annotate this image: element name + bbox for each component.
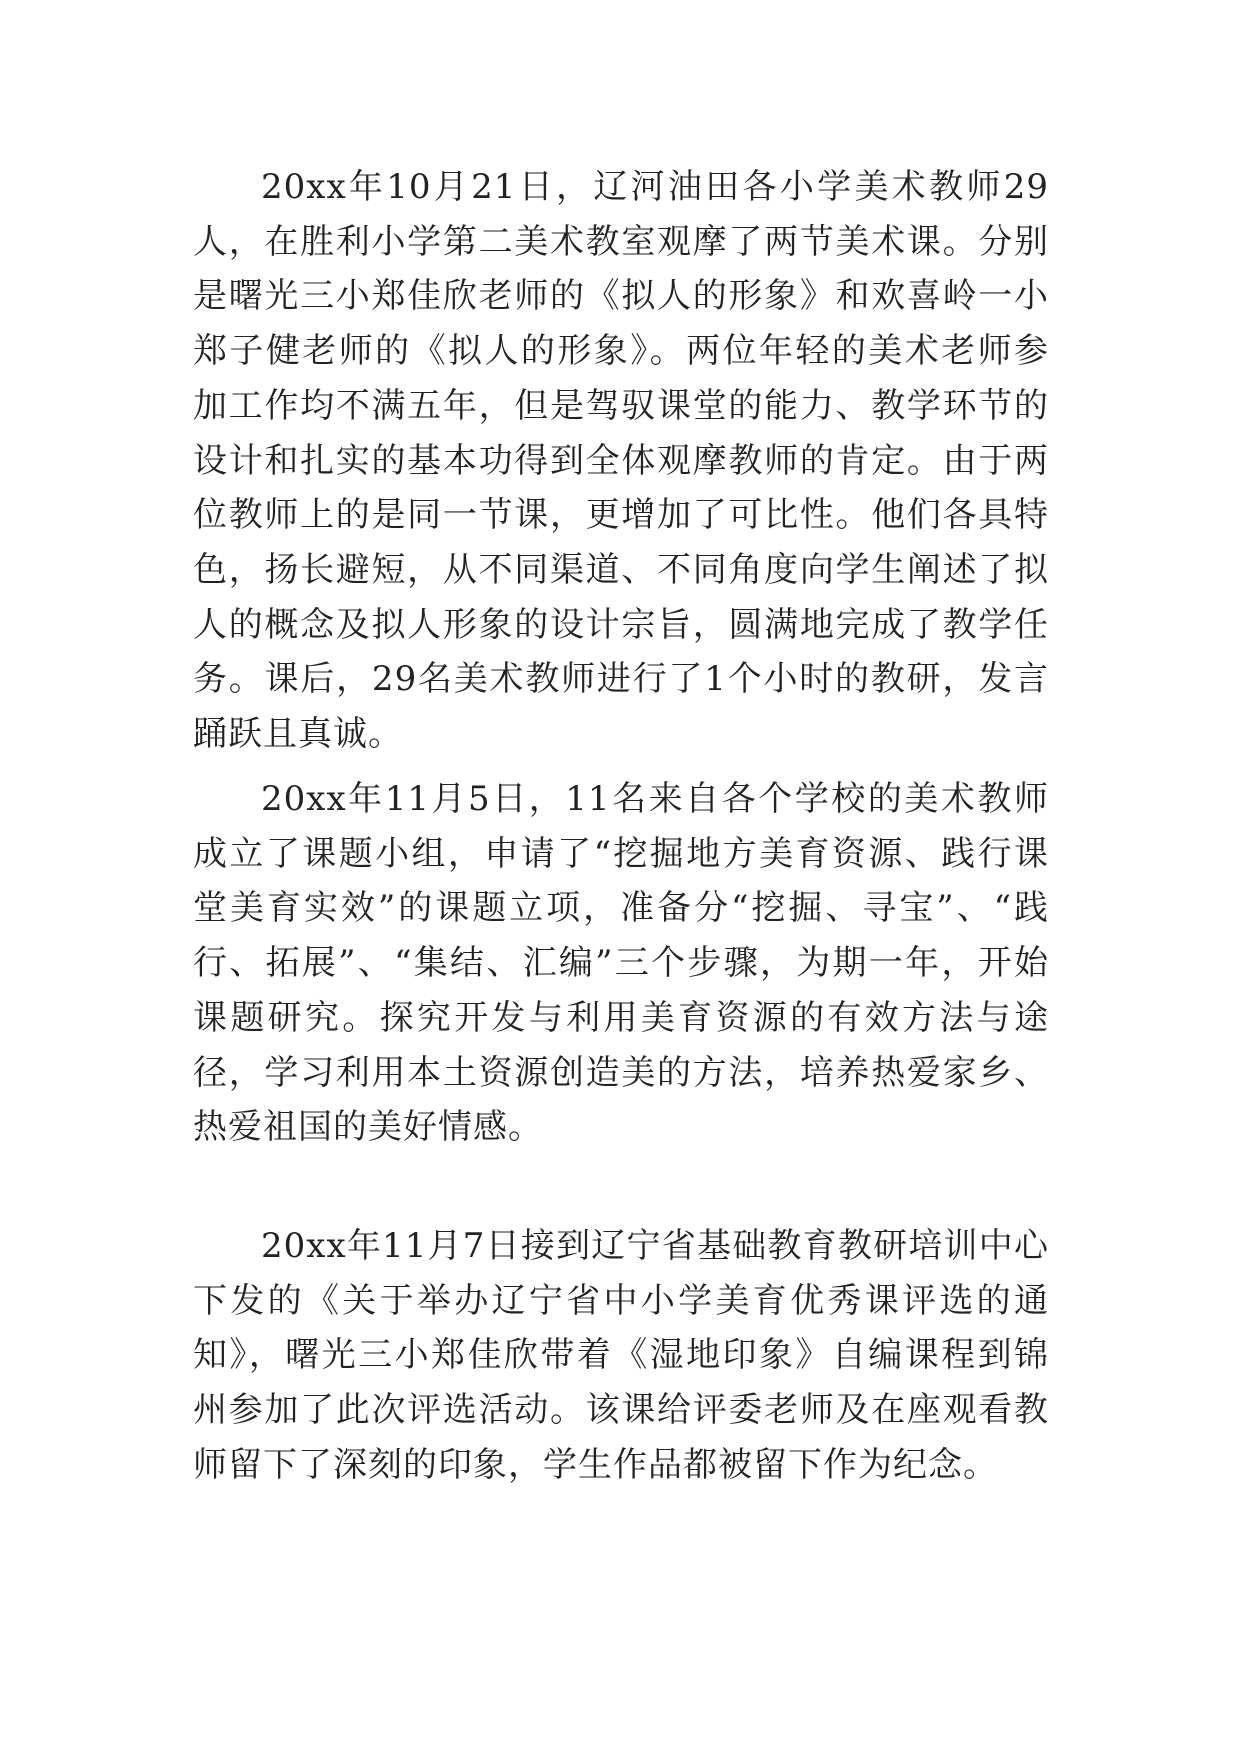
paragraph-2: 20xx年11月5日，11名来自各个学校的美术教师成立了课题小组，申请了“挖掘地方美育资源、践行课堂美育实效”的课题立项，准备分“挖掘、寻宝”、“践行、拓展”、“集结、汇编”三个步骤，为期一年，开始课题研究。探究开发与利用美育资源的有效方法与途径，学习利用本土资源创造美的方法，培养热爱家乡、热爱祖国的美好情感。	[193, 779, 1049, 1148]
paragraph-1: 20xx年10月21日，辽河油田各小学美术教师29人，在胜利小学第二美术教室观摩了两节美术课。分别是曙光三小郑佳欣老师的《拟人的形象》和欢喜岭一小郑子健老师的《拟人的形象》。两位年轻的美术老师参加工作均不满五年，但是驾驭课堂的能力、教学环节的设计和扎实的基本功得到全体观摩教师的肯定。由于两位教师上的是同一节课，更增加了可比性。他们各具特色，扬长避短，从不同渠道、不同角度向学生阐述了拟人的概念及拟人形象的设计宗旨，圆满地完成了教学任务。课后，29名美术教师进行了1个小时的教研，发言踊跃且真诚。	[193, 167, 1049, 755]
paragraph-3: 20xx年11月7日接到辽宁省基础教育教研培训中心下发的《关于举办辽宁省中小学美育优秀课评选的通知》，曙光三小郑佳欣带着《湿地印象》自编课程到锦州参加了此次评选活动。该课给评委老师及在座观看教师留下了深刻的印象，学生作品都被留下作为纪念。	[193, 1226, 1049, 1485]
